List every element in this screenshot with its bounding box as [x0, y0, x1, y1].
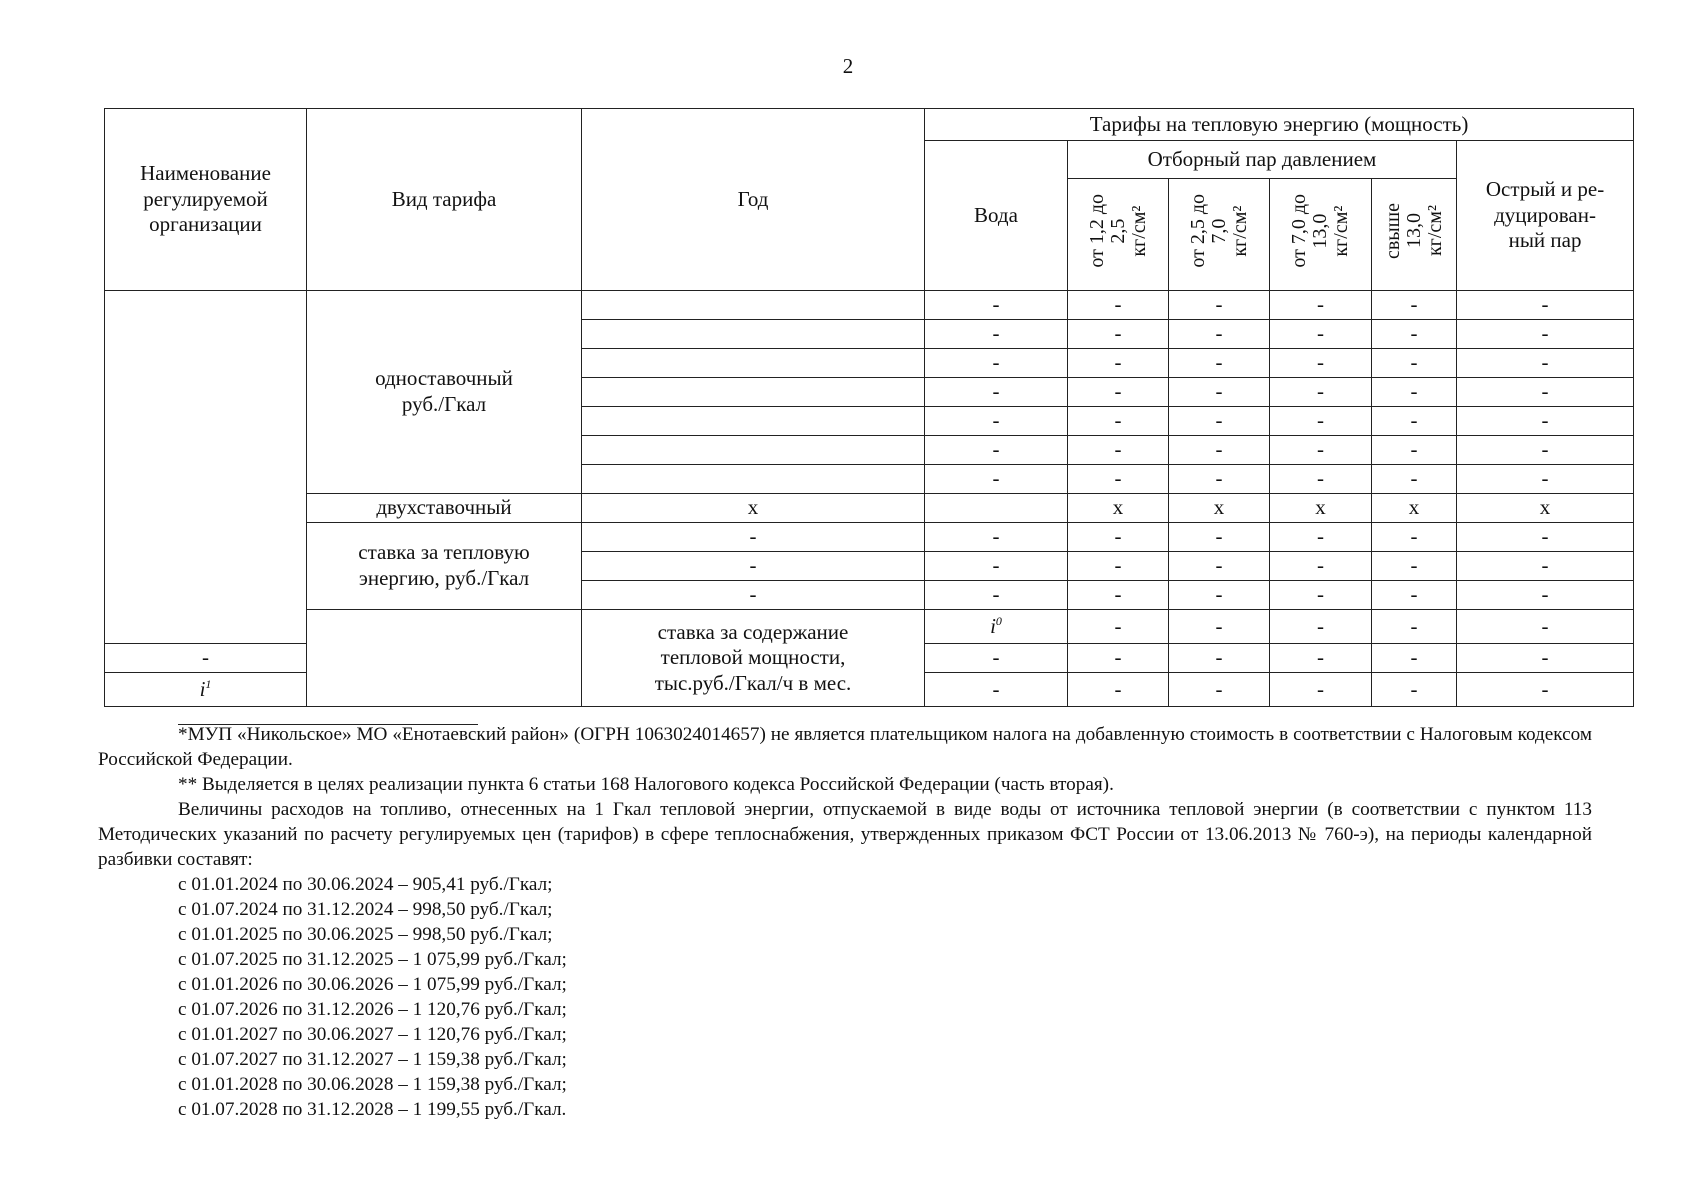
tariff-table [104, 108, 1634, 707]
water-value: - [925, 436, 1068, 465]
p4-value: - [1372, 407, 1457, 436]
water-value: - [925, 552, 1068, 581]
p3-value: - [1270, 320, 1372, 349]
p4-value: x [1372, 494, 1457, 523]
sharp-value: - [1457, 523, 1634, 552]
p2-value: - [1169, 291, 1270, 320]
sharp-value: - [1457, 465, 1634, 494]
p1-value: - [1068, 349, 1169, 378]
year-cell [582, 407, 925, 436]
p2-value: - [1169, 552, 1270, 581]
sharp-value: - [1457, 291, 1634, 320]
header-pressure-3: от 7,0 до 13,0 кг/см² [1270, 179, 1372, 291]
p3-value: x [1270, 494, 1372, 523]
p2-value: - [1169, 644, 1270, 673]
p2-value: - [1169, 465, 1270, 494]
period-item: с 01.01.2025 по 30.06.2025 – 998,50 руб./Гкал; [178, 924, 553, 945]
p1-value: - [1068, 320, 1169, 349]
energy-rate-label: ставка за тепловую энергию, руб./Гкал [307, 523, 582, 610]
sharp-value: - [1457, 320, 1634, 349]
period-list [98, 872, 1592, 1122]
year-cell: - [582, 523, 925, 552]
p4-value: - [1372, 436, 1457, 465]
notes-section [98, 722, 1592, 1122]
p1-value: - [1068, 552, 1169, 581]
water-value: - [925, 673, 1068, 707]
header-water: Вода [925, 141, 1068, 291]
p1-value: - [1068, 673, 1169, 707]
p4-value: - [1372, 291, 1457, 320]
year-cell: - [582, 552, 925, 581]
p2-value: x [1169, 494, 1270, 523]
p4-value: - [1372, 581, 1457, 610]
header-pressure-4: свыше 13,0 кг/см² [1372, 179, 1457, 291]
year-cell: - [582, 581, 925, 610]
period-item: с 01.01.2026 по 30.06.2026 – 1 075,99 руб./Гкал; [178, 974, 567, 995]
p2-value: - [1169, 523, 1270, 552]
p4-value: - [1372, 644, 1457, 673]
sharp-value: - [1457, 552, 1634, 581]
sharp-value: x [1457, 494, 1634, 523]
p3-value: - [1270, 349, 1372, 378]
p2-value: - [1169, 378, 1270, 407]
water-value: - [925, 465, 1068, 494]
p2-value: - [1169, 349, 1270, 378]
footnote-tax-code: ** Выделяется в целях реализации пункта 6 статьи 168 Налогового кодекса Российской Федерации (часть вторая). [178, 774, 1114, 795]
p4-value: - [1372, 320, 1457, 349]
header-tariffs-group: Тарифы на тепловую энергию (мощность) [925, 109, 1634, 141]
p2-value: - [1169, 407, 1270, 436]
sharp-value: - [1457, 644, 1634, 673]
water-value: - [925, 407, 1068, 436]
period-item: с 01.07.2024 по 31.12.2024 – 998,50 руб./Гкал; [178, 899, 553, 920]
water-value: - [925, 349, 1068, 378]
p1-value: - [1068, 465, 1169, 494]
capacity-rate-label: ставка за содержание тепловой мощности, тыс.руб./Гкал/ч в мес. [582, 610, 925, 707]
sharp-value: - [1457, 349, 1634, 378]
two-rate-label: двухставочный [307, 494, 582, 523]
p1-value: - [1068, 523, 1169, 552]
p1-value: - [1068, 436, 1169, 465]
p2-value: - [1169, 320, 1270, 349]
p1-value: - [1068, 378, 1169, 407]
page-number: 2 [842, 54, 854, 78]
p3-value: - [1270, 291, 1372, 320]
header-pressure-1: от 1,2 до 2,5 кг/см² [1068, 179, 1169, 291]
org-name-cell [105, 291, 307, 644]
p3-value: - [1270, 465, 1372, 494]
header-sharp-steam: Острый и ре- дуцирован- ный пар [1457, 141, 1634, 291]
water-value: - [925, 523, 1068, 552]
sharp-value: - [1457, 581, 1634, 610]
water-value: - [925, 320, 1068, 349]
period-item: с 01.07.2027 по 31.12.2027 – 1 159,38 руб./Гкал; [178, 1049, 567, 1070]
period-item: с 01.07.2028 по 31.12.2028 – 1 199,55 руб./Гкал. [178, 1099, 567, 1120]
p2-value: - [1169, 673, 1270, 707]
p1-value: - [1169, 610, 1270, 644]
p1-value: - [1068, 644, 1169, 673]
sharp-value: - [1457, 673, 1634, 707]
year-cell [582, 465, 925, 494]
sharp-value: - [1457, 378, 1634, 407]
year-cell [582, 436, 925, 465]
p3-value: - [1270, 523, 1372, 552]
p3-value: - [1270, 436, 1372, 465]
p3-value: - [1270, 581, 1372, 610]
water-value [925, 494, 1068, 523]
p2-value: - [1169, 581, 1270, 610]
water-value: - [925, 291, 1068, 320]
p3-value: - [1270, 378, 1372, 407]
p2-value: - [1169, 436, 1270, 465]
p1-value: - [1068, 291, 1169, 320]
year-cell [582, 378, 925, 407]
p1-value: - [1068, 581, 1169, 610]
period-item: с 01.01.2024 по 30.06.2024 – 905,41 руб./Гкал; [178, 874, 553, 895]
year-cell: x [582, 494, 925, 523]
single-rate-label: одноставочный руб./Гкал [307, 291, 582, 494]
water-value: - [925, 581, 1068, 610]
water-value: - [925, 378, 1068, 407]
year-cell: $i^1$ [105, 673, 307, 707]
p3-value: - [1270, 673, 1372, 707]
p2-value: - [1270, 610, 1372, 644]
header-year: Год [582, 109, 925, 291]
p1-value: - [1068, 407, 1169, 436]
period-item: с 01.01.2027 по 30.06.2027 – 1 120,76 руб./Гкал; [178, 1024, 567, 1045]
p4-value: - [1372, 349, 1457, 378]
org-name-cell-2 [307, 610, 582, 707]
p4-value: - [1372, 552, 1457, 581]
sharp-value: - [1457, 407, 1634, 436]
year-cell [582, 291, 925, 320]
p3-value: - [1270, 644, 1372, 673]
sharp-value: - [1457, 436, 1634, 465]
year-cell [582, 320, 925, 349]
year-cell: $i^0$ [925, 610, 1068, 644]
p1-value: x [1068, 494, 1169, 523]
water-value: - [925, 644, 1068, 673]
fuel-costs-paragraph: Величины расходов на топливо, отнесенных на 1 Гкал тепловой энергии, отпускаемой в виде воды от источника тепловой энергии (в соответствии с пунктом 113 Методических указаний по расчету регулируемых цен (тарифов) в сфере теплоснабжения, утвержденных приказом ФСТ России от 13.06.2013 № 760-э), на периоды календарной разбивки составят: [98, 799, 1592, 870]
p3-value: - [1372, 610, 1457, 644]
header-pressure-2: от 2,5 до 7,0 кг/см² [1169, 179, 1270, 291]
period-item: с 01.07.2025 по 31.12.2025 – 1 075,99 руб./Гкал; [178, 949, 567, 970]
p4-value: - [1372, 523, 1457, 552]
p3-value: - [1270, 407, 1372, 436]
year-cell [582, 349, 925, 378]
p4-value: - [1372, 465, 1457, 494]
footnote-vat: *МУП «Никольское» МО «Енотаевский район» (ОГРН 1063024014657) не является плательщиком налога на добавленную стоимость в соответствии с Налоговым кодексом Российской Федерации. [98, 724, 1592, 770]
header-steam-group: Отборный пар давлением [1068, 141, 1457, 179]
header-org: Наименование регулируемой организации [105, 109, 307, 291]
water-value: - [1068, 610, 1169, 644]
header-tariff-kind: Вид тарифа [307, 109, 582, 291]
p3-value: - [1270, 552, 1372, 581]
year-cell: - [105, 644, 307, 673]
p4-value: - [1457, 610, 1634, 644]
period-item: с 01.07.2026 по 31.12.2026 – 1 120,76 руб./Гкал; [178, 999, 567, 1020]
p4-value: - [1372, 673, 1457, 707]
p4-value: - [1372, 378, 1457, 407]
period-item: с 01.01.2028 по 30.06.2028 – 1 159,38 руб./Гкал; [178, 1074, 567, 1095]
